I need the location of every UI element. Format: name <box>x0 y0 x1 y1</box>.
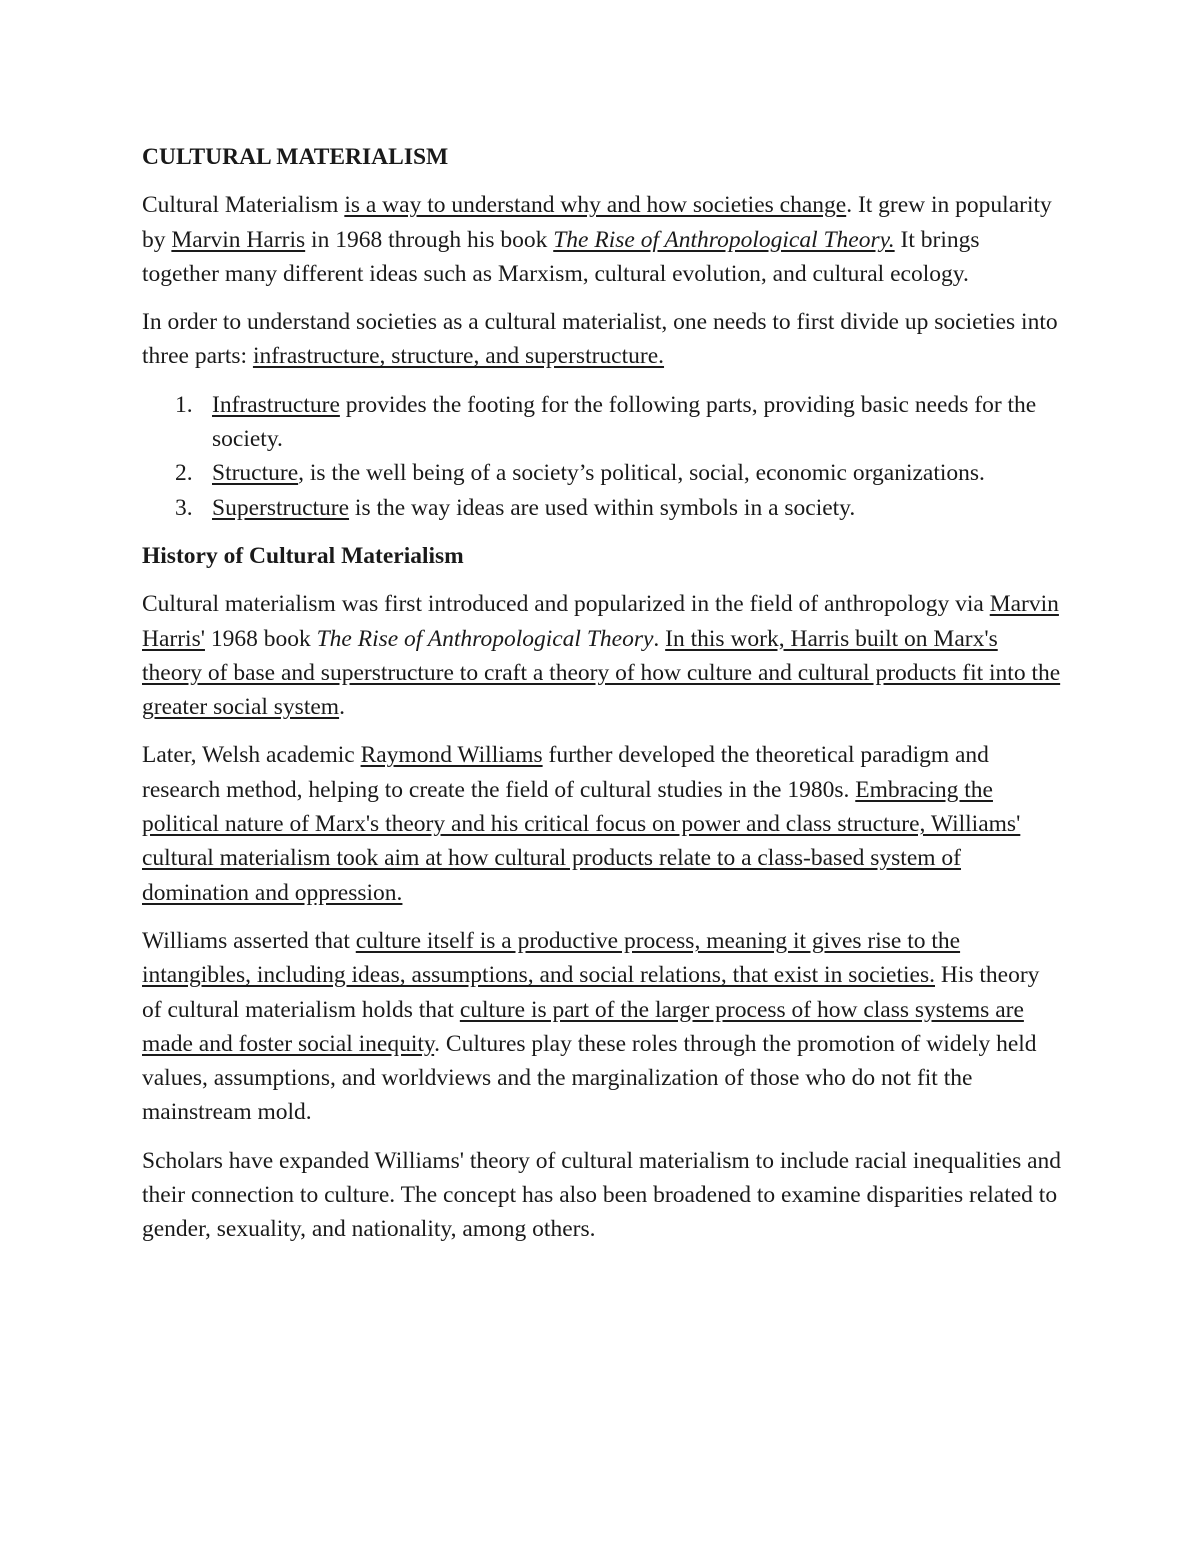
underlined-passage: Embracing the political nature of Marx's theory and his critical focus on power and class structure, Williams' cultural materialism took aim at how cultural products relate to a class-based system of domination and oppression. <box>142 776 1021 906</box>
intro-text: . It grew in popularity by <box>142 192 1052 253</box>
paragraph-text: . <box>653 625 666 652</box>
paragraph-text: Scholars have expanded Williams' theory of cultural materialism to include racial inequalities and their connection to culture. The concept has also been broadened to examine disparities related to gender, sexuality, and nationality, among others. <box>142 1147 1062 1243</box>
parts-intro-paragraph <box>142 305 1062 374</box>
paragraph-text: 1968 book <box>204 625 317 652</box>
list-item-infrastructure <box>175 388 1062 457</box>
paragraph-text: further developed the theoretical paradigm and research method, helping to create the field of cultural studies in the 1980s. <box>142 742 989 803</box>
intro-definition-underlined: is a way to understand why and how societies change <box>344 192 847 219</box>
intro-text: Cultural Materialism <box>142 192 345 219</box>
paragraph-text: Later, Welsh academic <box>142 742 361 769</box>
underlined-passage: culture itself is a productive process, meaning it gives rise to the intangibles, including ideas, assumptions, and social relations, that exist in societies. <box>142 927 961 989</box>
history-paragraph-4 <box>142 1144 1062 1247</box>
intro-text: It brings together many different ideas such as Marxism, cultural evolution, and cultural ecology. <box>142 226 980 287</box>
author-link-marvin-harris: Marvin Harris' <box>142 591 1059 652</box>
book-title: The Rise of Anthropological Theory <box>316 625 654 652</box>
book-title-underlined: The Rise of Anthropological Theory. <box>553 226 895 253</box>
document-title: CULTURAL MATERIALISM <box>142 144 449 170</box>
history-paragraph-1 <box>142 587 1062 724</box>
list-item-text: is the way ideas are used within symbols in a society. <box>349 494 856 521</box>
list-item-text: , is the well being of a society’s political, social, economic organizations. <box>298 460 985 487</box>
paragraph-text: Williams asserted that <box>142 927 356 954</box>
paragraph-text: Cultural materialism was first introduced and popularized in the field of anthropology via <box>142 591 990 618</box>
author-link-raymond-williams: Raymond Williams <box>360 742 543 769</box>
parts-list <box>142 388 1062 525</box>
list-item-text: provides the footing for the following parts, providing basic needs for the society. <box>212 391 1037 453</box>
list-number: 3. <box>175 494 193 521</box>
paragraph-text: . <box>339 694 345 721</box>
intro-text: in 1968 through his book <box>305 226 554 253</box>
history-paragraph-2 <box>142 738 1062 909</box>
author-link-marvin-harris: Marvin Harris <box>171 226 306 253</box>
parts-list-underlined: infrastructure, structure, and superstructure. <box>252 343 665 370</box>
underlined-passage: In this work, Harris built on Marx's theory of base and superstructure to craft a theory of how culture and cultural products fit into the greater social system <box>142 625 1061 721</box>
paragraph-text: . Cultures play these roles through the promotion of widely held values, assumptions, and worldviews and the marginalization of those who do not fit the mainstream mold. <box>142 1030 1037 1126</box>
term-superstructure: Superstructure <box>212 494 350 521</box>
list-item-superstructure <box>175 491 1062 525</box>
list-number: 2. <box>175 460 193 487</box>
underlined-passage: culture is part of the larger process of how class systems are made and foster social inequity <box>142 996 1024 1057</box>
paragraph-text: His theory of cultural materialism holds that <box>142 962 1040 1023</box>
document-body <box>142 140 1062 1261</box>
history-heading: History of Cultural Materialism <box>142 542 464 569</box>
history-paragraph-3 <box>142 924 1062 1130</box>
term-structure: Structure <box>212 460 299 487</box>
list-number: 1. <box>175 391 193 418</box>
list-item-structure <box>175 456 1062 490</box>
intro-paragraph <box>142 188 1062 291</box>
parts-intro-text: In order to understand societies as a cultural materialist, one needs to first divide up societies into three parts: <box>142 309 1058 370</box>
term-infrastructure: Infrastructure <box>212 391 340 418</box>
